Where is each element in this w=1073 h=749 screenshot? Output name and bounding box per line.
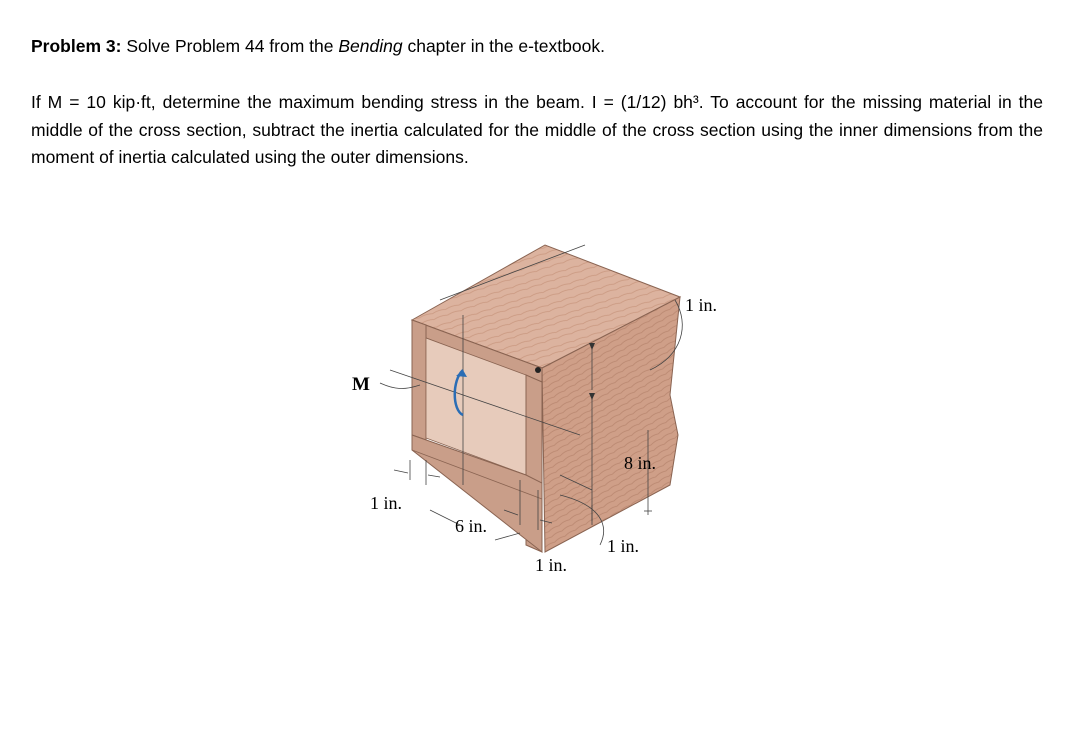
problem-statement: If M = 10 kip·ft, determine the maximum bending stress in the beam. I = (1/12) bh³. To account for the missing material in the middle of the cross section, subtract the inertia calculated for the middle of the cross section using the inner dimensions from the moment of inertia calculated using the outer dimensions. [31,92,1043,167]
dim-bottom-flange-label: 1 in. [607,536,640,556]
dim-top-flange-label: 1 in. [685,295,718,315]
problem-label: Problem 3: [31,36,122,56]
problem-text-before: Solve Problem 44 from the [121,36,339,56]
moment-label: M [352,374,370,395]
problem-text-after: chapter in the e-textbook. [402,36,605,56]
dim-right-web-label: 1 in. [535,555,568,575]
dim-inner-width-label: 6 in. [455,516,488,536]
box-beam-diagram [330,225,750,585]
problem-title [31,34,605,58]
dim-depth-label: 8 in. [624,453,657,473]
box-beam-figure [330,225,750,585]
chapter-name: Bending [338,36,403,56]
dim-left-web-label: 1 in. [370,493,403,513]
